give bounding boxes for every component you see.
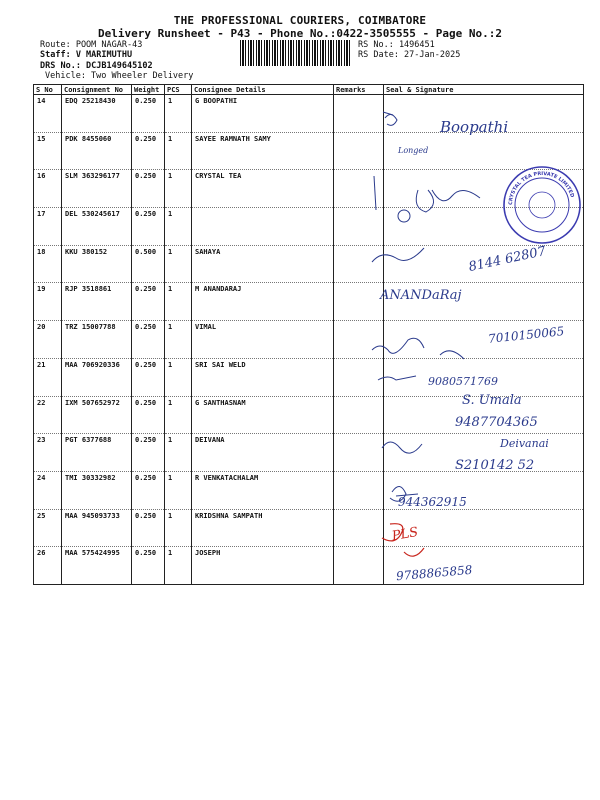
cell-consignee: R VENKATACHALAM — [192, 471, 334, 509]
cell-consignee: G SANTHASNAM — [192, 396, 334, 434]
col-header-weight: Weight — [132, 85, 165, 95]
cell-remarks — [334, 396, 384, 434]
cell-consignee: JOSEPH — [192, 547, 334, 585]
cell-remarks — [334, 358, 384, 396]
cell-weight: 0.250 — [132, 321, 165, 359]
col-header-pcs: PCS — [165, 85, 192, 95]
handwritten-phone-26: 9788865858 — [395, 562, 473, 584]
cell-weight: 0.250 — [132, 283, 165, 321]
cell-pcs: 1 — [165, 547, 192, 585]
cell-sno: 23 — [34, 434, 62, 472]
table-row — [34, 170, 584, 208]
cell-pcs: 1 — [165, 132, 192, 170]
cell-weight: 0.250 — [132, 170, 165, 208]
handwritten-santhasnam: S. Umala — [462, 393, 522, 408]
cell-pcs: 1 — [165, 245, 192, 283]
cell-consignee: CRYSTAL TEA — [192, 170, 334, 208]
cell-consignment-no: RJP 3518861 — [62, 283, 132, 321]
cell-consignment-no: PGT 6377688 — [62, 434, 132, 472]
table-row — [34, 132, 584, 170]
handwritten-deivana: Deivanai — [500, 437, 549, 450]
runsheet-subtitle: Delivery Runsheet - P43 - Phone No.:0422-3505555 - Page No.:2 — [98, 27, 502, 40]
cell-sno: 20 — [34, 321, 62, 359]
cell-remarks — [334, 321, 384, 359]
cell-consignment-no: MAA 945093733 — [62, 509, 132, 547]
cell-remarks — [334, 434, 384, 472]
cell-sno: 18 — [34, 245, 62, 283]
table-row — [34, 283, 584, 321]
cell-consignment-no: SLM 363296177 — [62, 170, 132, 208]
cell-remarks — [334, 132, 384, 170]
col-header-signature: Seal & Signature — [384, 85, 584, 95]
cell-weight: 0.250 — [132, 547, 165, 585]
cell-consignment-no: DEL 530245617 — [62, 208, 132, 246]
col-header-remarks: Remarks — [334, 85, 384, 95]
barcode — [240, 40, 350, 66]
seal-text: CRYSTAL TEA PRIVATE LIMITED — [507, 170, 575, 206]
cell-pcs: 1 — [165, 95, 192, 133]
cell-remarks — [334, 208, 384, 246]
cell-consignment-no: KKU 380152 — [62, 245, 132, 283]
handwritten-phone-23: S210142 52 — [455, 458, 535, 473]
cell-consignee: SAHAYA — [192, 245, 334, 283]
cell-sno: 22 — [34, 396, 62, 434]
cell-weight: 0.250 — [132, 509, 165, 547]
cell-pcs: 1 — [165, 396, 192, 434]
route-label: Route: POOM NAGAR-43 — [40, 40, 143, 50]
cell-sno: 24 — [34, 471, 62, 509]
cell-sno: 25 — [34, 509, 62, 547]
cell-remarks — [334, 245, 384, 283]
cell-consignee: SRI SAI WELD — [192, 358, 334, 396]
cell-pcs: 1 — [165, 208, 192, 246]
cell-weight: 0.250 — [132, 95, 165, 133]
cell-weight: 0.250 — [132, 358, 165, 396]
table-row — [34, 547, 584, 585]
cell-pcs: 1 — [165, 509, 192, 547]
company-title: THE PROFESSIONAL COURIERS, COIMBATORE — [173, 14, 427, 27]
drs-label: DRS No.: DCJB149645102 — [40, 61, 153, 71]
cell-consignee: G BOOPATHI — [192, 95, 334, 133]
cell-pcs: 1 — [165, 471, 192, 509]
table-header-row — [34, 85, 584, 95]
handwritten-longed: Longed — [398, 146, 429, 155]
table-row — [34, 509, 584, 547]
cell-weight: 0.250 — [132, 434, 165, 472]
rs-date: RS Date: 27-Jan-2025 — [358, 50, 461, 60]
handwritten-phone-22: 9487704365 — [455, 415, 538, 430]
cell-consignee: M ANANDARAJ — [192, 283, 334, 321]
cell-sno: 19 — [34, 283, 62, 321]
cell-pcs: 1 — [165, 434, 192, 472]
vehicle-label: Vehicle: Two Wheeler Delivery — [45, 71, 194, 81]
cell-remarks — [334, 509, 384, 547]
handwritten-boopathi: Boopathi — [440, 118, 509, 136]
cell-consignment-no: EDQ 25218430 — [62, 95, 132, 133]
cell-consignee: DEIVANA — [192, 434, 334, 472]
cell-pcs: 1 — [165, 283, 192, 321]
cell-pcs: 1 — [165, 170, 192, 208]
cell-consignee — [192, 208, 334, 246]
cell-consignee: KRIDSHNA SAMPATH — [192, 509, 334, 547]
cell-weight: 0.250 — [132, 471, 165, 509]
cell-weight: 0.250 — [132, 396, 165, 434]
cell-sno: 14 — [34, 95, 62, 133]
cell-remarks — [334, 170, 384, 208]
cell-weight: 0.250 — [132, 132, 165, 170]
cell-consignment-no: MAA 575424995 — [62, 547, 132, 585]
handwritten-phone-24: 944362915 — [398, 495, 467, 509]
cell-weight: 0.250 — [132, 208, 165, 246]
col-header-sno: S No — [34, 85, 62, 95]
cell-remarks — [334, 471, 384, 509]
rs-number: RS No.: 1496451 — [358, 40, 435, 50]
handwritten-phone-20: 7010150065 — [487, 324, 565, 346]
cell-consignment-no: TMI 30332982 — [62, 471, 132, 509]
handwritten-phone-18: 8144 62807 — [467, 243, 548, 276]
cell-sno: 15 — [34, 132, 62, 170]
cell-consignment-no: PDK 8455060 — [62, 132, 132, 170]
cell-weight: 0.500 — [132, 245, 165, 283]
table-row — [34, 208, 584, 246]
cell-sno: 26 — [34, 547, 62, 585]
handwritten-anandaraj: ANANDaRaj — [380, 288, 462, 303]
table-row — [34, 471, 584, 509]
cell-consignment-no: MAA 706920336 — [62, 358, 132, 396]
cell-pcs: 1 — [165, 358, 192, 396]
cell-sno: 17 — [34, 208, 62, 246]
cell-sno: 21 — [34, 358, 62, 396]
staff-label: Staff: V MARIMUTHU — [40, 50, 133, 60]
cell-remarks — [334, 95, 384, 133]
cell-sno: 16 — [34, 170, 62, 208]
col-header-consignment: Consignment No — [62, 85, 132, 95]
cell-signature — [384, 208, 584, 246]
cell-consignment-no: IXM 507652972 — [62, 396, 132, 434]
cell-pcs: 1 — [165, 321, 192, 359]
cell-consignee: SAYEE RAMNATH SAMY — [192, 132, 334, 170]
handwritten-pls: PLS — [390, 524, 420, 545]
col-header-consignee: Consignee Details — [192, 85, 334, 95]
table-row — [34, 358, 584, 396]
cell-remarks — [334, 547, 384, 585]
cell-signature — [384, 170, 584, 208]
cell-consignee: VIMAL — [192, 321, 334, 359]
cell-consignment-no: TRZ 15007788 — [62, 321, 132, 359]
cell-remarks — [334, 283, 384, 321]
handwritten-phone-21: 9080571769 — [428, 375, 498, 388]
